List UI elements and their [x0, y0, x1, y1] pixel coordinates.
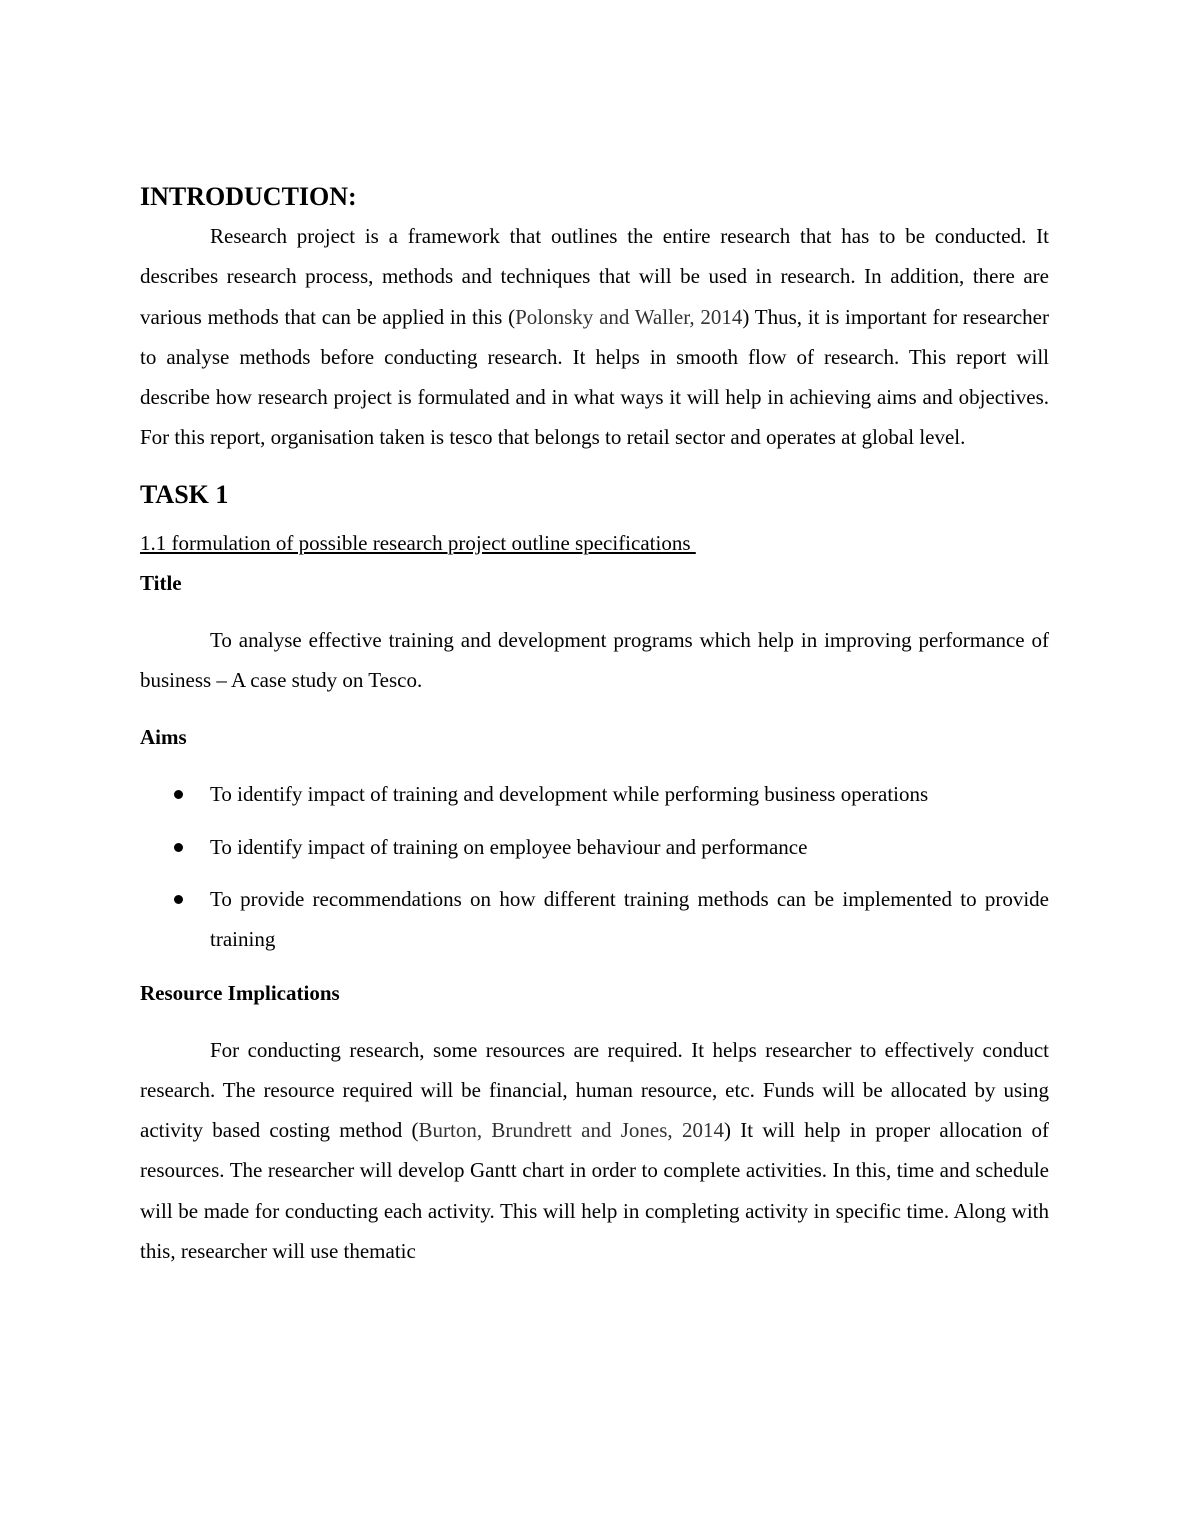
- introduction-heading: INTRODUCTION:: [140, 182, 357, 211]
- aims-label: Aims: [140, 725, 187, 750]
- title-paragraph: To analyse effective training and development programs which help in improving performance of business – A case study on Tesco.: [140, 627, 1049, 693]
- aim-text: To identify impact of training on employee behaviour and performance: [210, 834, 808, 859]
- resource-text-part1: For conducting research, some resources are required. It helps researcher to effectively conduct research. The resource required will be financial, human resource, etc. Funds will be allocated by using activity based costing method (: [140, 1037, 1049, 1143]
- subsection-heading: 1.1 formulation of possible research project outline specifications: [140, 530, 696, 555]
- introduction-citation: Polonsky and Waller, 2014: [515, 304, 743, 329]
- aim-text: To provide recommendations on how different training methods can be implemented to provide training: [210, 886, 1049, 952]
- aims-list: [140, 774, 1049, 959]
- document-page: [140, 178, 1049, 1271]
- resource-text-part2: ) It will help in proper allocation of resources. The researcher will develop Gantt chart in order to complete activities. In this, time and schedule will be made for conducting each activity. This will help in completing activity in specific time. Along with this, researcher will use thematic: [140, 1118, 1049, 1264]
- resource-citation: Burton, Brundrett and Jones, 2014: [418, 1118, 724, 1143]
- list-item: [140, 774, 1049, 814]
- title-label: Title: [140, 570, 182, 595]
- bullet-icon: [174, 790, 183, 799]
- resource-implications-label: Resource Implications: [140, 980, 340, 1005]
- bullet-icon: [174, 843, 183, 852]
- list-item: [140, 879, 1049, 960]
- introduction-text-part2: ) Thus, it is important for researcher to analyse methods before conducting research. It helps in smooth flow of research. This report will describe how research project is formulated and in what ways it will help in achieving aims and objectives. For this report, organisation taken is tesco that belongs to retail sector and operates at global level.: [140, 304, 1049, 450]
- resource-paragraph: [140, 1030, 1049, 1272]
- list-item: [140, 827, 1049, 867]
- aim-text: To identify impact of training and development while performing business operations: [210, 782, 929, 807]
- introduction-text-part1: Research project is a framework that outlines the entire research that has to be conducted. It describes research process, methods and techniques that will be used in research. In addition, there are various methods that can be applied in this (: [140, 224, 1049, 329]
- bullet-icon: [174, 895, 183, 904]
- introduction-paragraph: [140, 216, 1049, 458]
- task1-heading: TASK 1: [140, 479, 229, 509]
